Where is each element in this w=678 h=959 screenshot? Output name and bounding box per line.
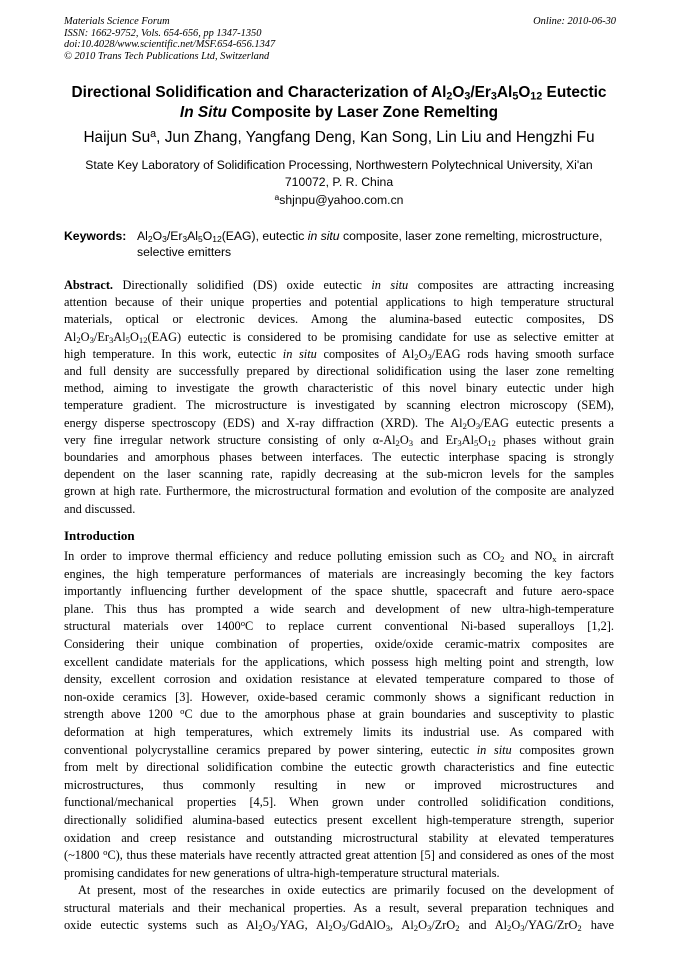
journal-issn: ISSN: 1662-9752, Vols. 654-656, pp 1347-1350 (64, 27, 262, 39)
intro-line: structural materials and their mechanical properties. As a result, several preparation techniques and (64, 900, 614, 915)
keywords-label: Keywords: (64, 229, 127, 243)
abstract-line: attention because of their unique properties and potential applications to high temperature structural (64, 295, 614, 310)
intro-line: (~1800 $^o$C), thus these materials have recently attracted great attention [5] and considered as ones of the most promising candidates for new generations of ultra-high-temperature structural materials. (64, 847, 615, 880)
online-date: Online: 2010-06-30 (533, 16, 616, 27)
intro-line: Considering their unique combination of properties, oxide/oxide ceramic-matrix composites are (64, 636, 614, 651)
abstract (64, 277, 614, 518)
abstract-line: high temperature. In this work, eutectic in situ composites of $Al_2O_3$/EAG rods having smooth surface (64, 346, 614, 362)
intro-line: directionally solidified alumina-based eutectics present excellent high-temperature strength, superior (64, 812, 614, 827)
abstract-line: dependent on the laser scanning rate, rapidly decreasing at the sub-micron levels for the samples (64, 467, 614, 482)
abstract-line: grown at high rate. Furthermore, the microstructural formation and evolution of the composite are analyzed and discussed. (64, 484, 614, 516)
abstract-line: boundaries and amorphous phases between interfaces. The eutectic interphase spacing is strongly (64, 450, 614, 465)
abstract-line: and full density are successfully prepared by directional solidification using the laser zone remelting (64, 364, 614, 379)
author-list: Haijun Su$^a$, Jun Zhang, Yangfang Deng, Kan Song, Lin Liu and Hengzhi Fu (83, 128, 595, 146)
intro-line: functional/mechanical properties [4,5]. When grown under controlled solidification conditions, (64, 795, 614, 810)
journal-name: Materials Science Forum (64, 16, 170, 27)
abstract-line: Abstract. Directionally solidified (DS) oxide eutectic in situ composites are attracting increasing (64, 278, 614, 292)
intro-line: importantly influencing further development of the space shuttle, spacecraft and future aero-space (64, 584, 614, 599)
intro-line: oxidation and creep resistance and outstanding microstructural stability at elevated temperatures (64, 830, 614, 845)
abstract-line: temperature gradient. The microstructure is investigated by scanning electron microscopy (SEM), (64, 398, 614, 413)
intro-line: At present, most of the researches in oxide eutectics are primarily focused on the development of (78, 883, 614, 898)
intro-line: oxide eutectic systems such as $Al_2O_3$/YAG, $Al_2O_3/GdAlO_3$, $Al_2O_3/ZrO_2$ and $Al_2O_3/YAG/ZrO_2$ have (64, 918, 614, 934)
introduction-body (64, 548, 614, 935)
intro-line: from melt by directional solidification combine the eutectic growth characteristics and fine eutectic (64, 760, 614, 775)
title-line-2: In Situ Composite by Laser Zone Remelting (179, 103, 499, 121)
journal-header (64, 16, 616, 62)
intro-line: strength above 1200 $^o$C due to the amorphous phase at grain boundaries and susceptivity to plastic (64, 706, 615, 722)
paper-title (50, 83, 628, 122)
intro-line: deformation at high temperatures, which extremely limits its industrial use. As compared with (64, 724, 614, 739)
intro-line: In order to improve thermal efficiency and reduce polluting emission such as $CO_2$ and $NO_x$ in aircraft (64, 549, 614, 565)
abstract-line: materials, optical or electronic devices. Among the alumina-based eutectic composites, DS (64, 312, 614, 327)
intro-line: engines, the high temperature performances of materials are increasingly becoming the key factors (64, 566, 614, 581)
abstract-line: $Al_2O_3/Er_3Al_5O_{12}(EAG)$ eutectic is considered to be promising candidate for use as selective emitter at (64, 329, 614, 345)
keywords-text: $Al_2O_3/Er_3Al_5O_{12}(EAG)$, eutectic in situ composite, laser zone remelting, microstructure, selective emitters (137, 229, 603, 259)
intro-line: density, excellent corrosion and oxidation resistance at elevated temperature compared to those of (64, 672, 614, 687)
intro-line: excellent candidate materials for the applications, which possess high melting point and strength, low (64, 654, 614, 669)
intro-line: microstructures, thus commonly resulting in new or improved microstructures and (64, 777, 614, 792)
email: $^a$shjnpu@yahoo.com.cn (274, 192, 404, 207)
abstract-line: method, aiming to investigate the growth characteristic of this novel binary eutectic under high (64, 381, 614, 396)
journal-doi: doi:10.4028/www.scientific.net/MSF.654-656.1347 (64, 39, 276, 51)
abstract-line: very fine irregular network structure consisting of only $\alpha-Al_2O_3$ and $Er_3Al_5O_{12}$ phases without grain (64, 432, 615, 448)
keywords (64, 229, 616, 260)
intro-line: plane. This thus has prompted a wide search and development of new ultra-high-temperature (64, 601, 614, 616)
intro-line: conventional polycrystalline ceramics prepared by power sintering, eutectic in situ composites grown (64, 742, 614, 757)
intro-line: structural materials over 1400$^o$C to replace current conventional Ni-based superalloys [1,2]. (64, 618, 614, 634)
abstract-label: Abstract. (64, 278, 114, 292)
journal-copyright: © 2010 Trans Tech Publications Ltd, Switzerland (64, 50, 270, 62)
title-line-1: Directional Solidification and Characterization of $Al_2O_3/Er_3Al_5O_{12}$ Eutectic (71, 84, 607, 103)
abstract-line: energy disperse spectroscopy (EDS) and X-ray diffraction (XRD). The $Al_2O_3$/EAG eutectic presents a (64, 415, 615, 431)
section-heading-introduction: Introduction (64, 528, 135, 543)
affiliation: State Key Laboratory of Solidification Processing, Northwestern Polytechnical University, Xi'an 710072, P. R. China (85, 158, 593, 189)
intro-line: non-oxide ceramics [3]. However, oxide-based ceramic commonly shows a significant reduction in (64, 689, 614, 704)
